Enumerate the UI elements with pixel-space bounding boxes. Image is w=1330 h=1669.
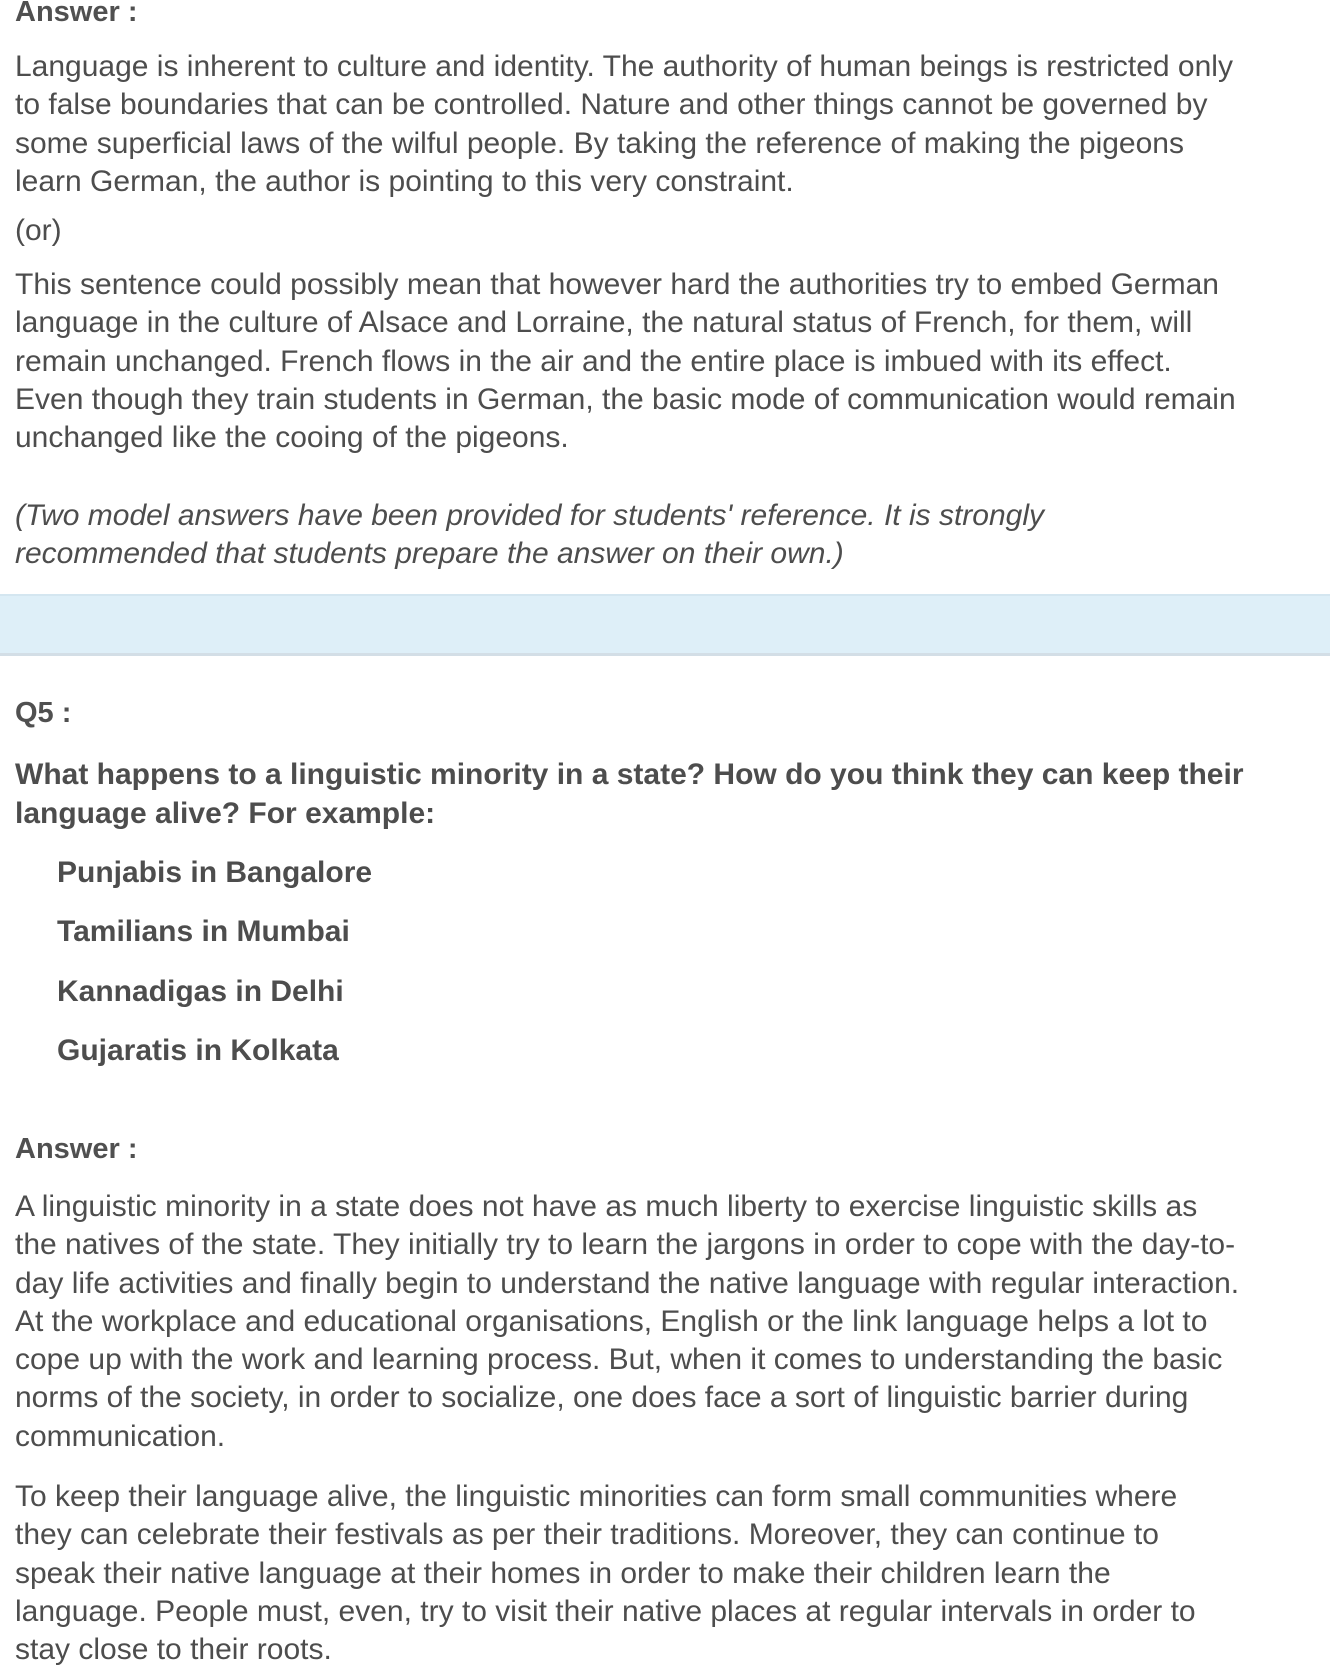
model-answer-note: (Two model answers have been provided for students' reference. It is strongly recommended that students prepare the answer on their own.)	[15, 499, 1045, 571]
answer-paragraph: This sentence could possibly mean that however hard the authorities try to embed German language in the culture of Alsace and Lorraine, the natural status of French, for them, will remain unchanged. French flows in the air and the entire place is imbued with its effect. Even though they train students in German, the basic mode of communication would remain unchanged like the cooing of the pigeons.	[15, 268, 1236, 455]
answer-paragraph: A linguistic minority in a state does not have as much liberty to exercise linguistic skills as the natives of the state. They initially try to learn the jargons in order to cope with the day-to-day life activities and finally begin to understand the native language with regular interaction. At the workplace and educational organisations, English or the link language helps a lot to cope up with the work and learning process. But, when it comes to understanding the basic norms of the society, in order to socialize, one does face a sort of linguistic barrier during communication.	[15, 1190, 1240, 1453]
example-item: Kannadigas in Delhi	[57, 975, 344, 1008]
q5-answer-paragraph-1-block	[15, 1188, 1240, 1456]
q5-answer-paragraph-2-block	[15, 1478, 1240, 1669]
q5-label-block	[15, 697, 1320, 729]
previous-answer-note-block	[15, 497, 1195, 574]
question-text: What happens to a linguistic minority in a state? How do you think they can keep their language alive? For example:	[15, 758, 1244, 830]
previous-answer-paragraph-2-block	[15, 266, 1240, 457]
or-separator: (or)	[15, 214, 62, 247]
answer-label: Answer :	[15, 0, 138, 28]
answer-label: Answer :	[15, 1133, 138, 1165]
previous-answer-paragraph-1-block	[15, 48, 1240, 201]
example-item: Tamilians in Mumbai	[57, 915, 350, 948]
answer-paragraph: To keep their language alive, the linguistic minorities can form small communities where they can celebrate their festivals as per their traditions. Moreover, they can continue to speak their native language at their homes in order to make their children learn the language. People must, even, try to visit their native places at regular intervals in order to stay close to their roots.	[15, 1480, 1196, 1667]
example-item: Gujaratis in Kolkata	[57, 1034, 339, 1067]
q5-answer-label-block	[15, 1133, 1320, 1165]
section-divider	[0, 594, 1330, 656]
question-number-label: Q5 :	[15, 697, 72, 729]
example-item: Punjabis in Bangalore	[57, 856, 373, 889]
answer-paragraph: Language is inherent to culture and identity. The authority of human beings is restricted only to false boundaries that can be controlled. Nature and other things cannot be governed by some superficial laws of the wilful people. By taking the reference of making the pigeons learn German, the author is pointing to this very constraint.	[15, 50, 1233, 198]
previous-answer-separator-block	[15, 212, 1320, 250]
q5-question-block	[15, 755, 1315, 833]
previous-answer-label-block	[15, 0, 1320, 28]
